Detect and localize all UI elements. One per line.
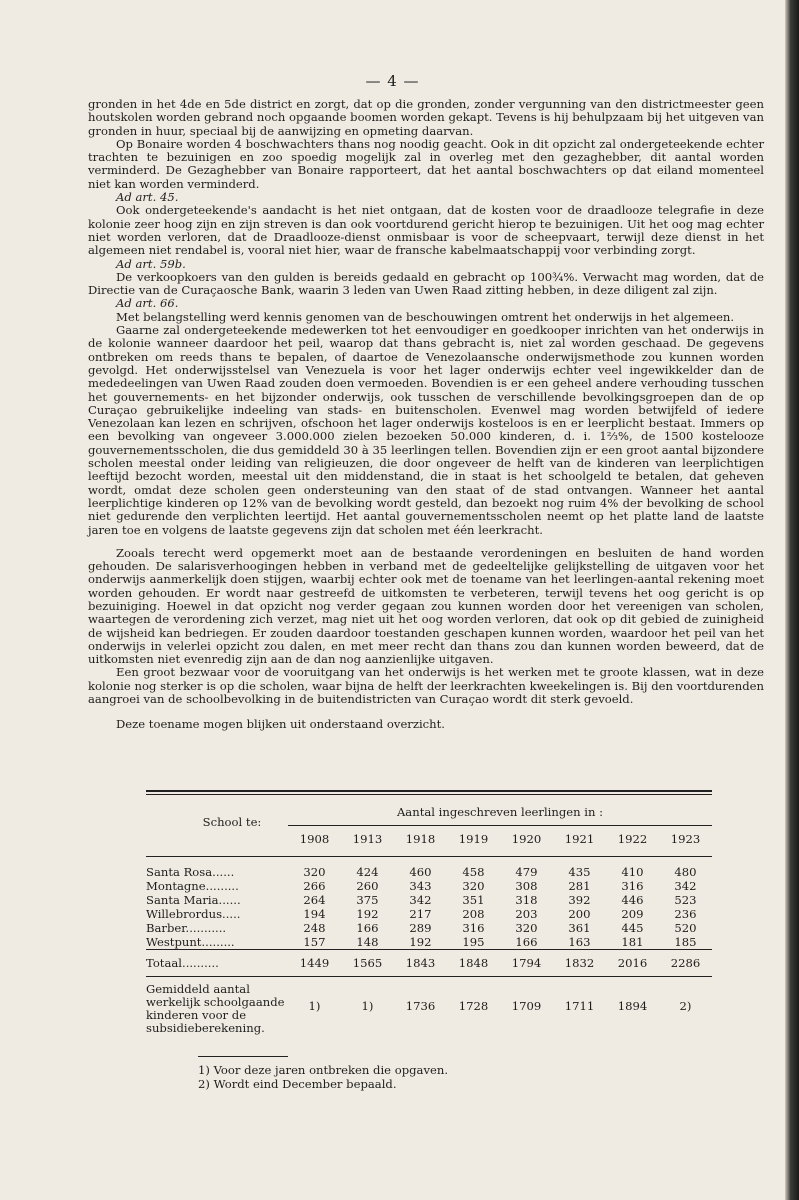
cell: 281 [568, 879, 591, 893]
art66-heading: Ad art. 66. [116, 296, 179, 311]
art45-body: Ook ondergeteekende's aandacht is het niet ontgaan, dat de kosten voor de draadlooze telegrafie in deze kolonie zeer hoog zijn en zijn streven is dan ook voortdurend gericht hierop te bezuinigen. Uit het oog mag echter niet worden verloren, dat de Draadlooze-dienst onmisbaar is voor de scheepvaart, terwijl deze dienst in het algemeen niet rendabel is, vooral niet hier, waar de fransche kabelmaatschappij voor verbinding zorgt. [88, 203, 764, 258]
cell: 458 [462, 865, 485, 879]
cell: 264 [303, 893, 326, 907]
art66-paragraph-1: Met belangstelling werd kennis genomen van de beschouwingen omtrent het onderwijs in het algemeen. [116, 309, 735, 324]
art66-paragraph-5: Deze toename mogen blijken uit onderstaand overzicht. [116, 717, 445, 732]
cell: 2286 [670, 956, 701, 970]
cell: 2016 [617, 956, 648, 970]
year-header: 1908 [299, 832, 330, 846]
average-row [146, 977, 712, 1042]
cell: 166 [356, 921, 379, 935]
cell: 195 [462, 935, 485, 949]
cell: 1832 [564, 956, 595, 970]
cell: 320 [462, 879, 485, 893]
year-header: 1921 [564, 832, 595, 846]
cell: 342 [409, 893, 432, 907]
cell: 342 [674, 879, 697, 893]
total-row [146, 950, 712, 977]
cell: 1843 [405, 956, 436, 970]
page-number: — 4 — [365, 72, 420, 90]
footnote-rule [198, 1056, 288, 1057]
enrollment-table [146, 790, 712, 1041]
art66-paragraph-2: Gaarne zal ondergeteekende medewerken tot het eenvoudiger en goedkooper inrichten van het onderwijs in de kolonie wanneer daardoor het peil, waarop dat thans gebracht is, niet zal worden geschaad. De gegevens ontbreken om reeds thans te bepalen, of daartoe de Venezolaansche onderwijsmethode zou kunnen worden gevolgd. Het onderwijsstelsel van Venezuela is voor het lager onderwijs echter veel ingewikkelder dan de mededeelingen van Uwen Raad zouden doen vermoeden. Bovendien is er een geheel andere verhouding tusschen het gouvernements- en het bijzonder onderwijs, ook tusschen de verschillende bevolkingsgroepen dan de op Curaçao gebruikelijke indeeling van stads- en buitenscholen. Evenwel mag worden betwijfeld of iedere Venezolaan kan lezen en schrijven, ofschoon het lager onderwijs kosteloos is en er leerplicht bestaat. Immers op een bevolking van ongeveer 3.000.000 zielen bezoeken 50.000 kinderen, d. i. 1⅔%, de 1500 kostelooze gouvernementsscholen, die dus gemiddeld 30 à 35 leerlingen tellen. Bovendien zijn er een groot aantal bijzondere scholen meestal onder leiding van religieuzen, die door ongeveer de helft van de kinderen van leerplichtigen leeftijd bezocht worden, meestal uit den middenstand, die in staat is het schoolgeld te betalen, dat geheven wordt, omdat deze scholen geen ondersteuning van den staat of de stad ontvangen. Wanneer het aantal leerplichtige kinderen op 12% van de bevolking wordt gesteld, dan bezoekt nog ruim 4% der bevolking de school niet gedurende den verplichten leertijd. Het aantal gouvernementsscholen neemt op het platte land de laatste jaren toe en volgens de laatste gegevens zijn dat scholen met één leerkracht. [88, 323, 764, 537]
cell: 445 [621, 921, 644, 935]
cell: 1848 [458, 956, 489, 970]
cell: 1565 [352, 956, 383, 970]
school-name: Westpunt......... [146, 935, 235, 949]
year-header: 1913 [352, 832, 383, 846]
table-row [146, 907, 712, 921]
cell: 523 [674, 893, 697, 907]
table-row [146, 879, 712, 893]
cell: 308 [515, 879, 538, 893]
cell: 194 [303, 907, 326, 921]
footnote-1: 1) Voor deze jaren ontbreken die opgaven. [198, 1063, 449, 1077]
cell: 520 [674, 921, 697, 935]
intro-paragraph-1: gronden in het 4de en 5de district en zorgt, dat op die gronden, zonder vergunning van den districtmeester geen houtskolen worden gebrand noch opgaande boomen worden gekapt. Tevens is hij behulpzaam bij het uitgeven van gronden in huur, speciaal bij de aanwijzing en opmeting daarvan. [88, 97, 764, 138]
school-name: Montagne......... [146, 879, 239, 893]
cell: 166 [515, 935, 538, 949]
cell: 316 [462, 921, 485, 935]
cell: 1) [361, 999, 374, 1013]
cell: 316 [621, 879, 644, 893]
cell: 163 [568, 935, 591, 949]
year-header: 1919 [458, 832, 489, 846]
average-label: Gemiddeld aantal werkelijk schoolgaande kinderen voor de subsidieberekening. [146, 982, 285, 1035]
table-row [146, 935, 712, 950]
year-header: 1922 [617, 832, 648, 846]
cell: 1894 [617, 999, 648, 1013]
table-row [146, 865, 712, 879]
art59b-body: De verkoopkoers van den gulden is bereids gedaald en gebracht op 100¾%. Verwacht mag worden, dat de Directie van de Curaçaosche Bank, waarin 3 leden van Uwen Raad zitting hebben, in deze diligent zal zijn. [88, 269, 764, 298]
cell: 185 [674, 935, 697, 949]
cell: 343 [409, 879, 432, 893]
year-header: 1923 [670, 832, 701, 846]
cell: 1) [308, 999, 321, 1013]
art66-paragraph-4: Een groot bezwaar voor de vooruitgang van het onderwijs is het werken met te groote klassen, wat in deze kolonie nog sterker is op die scholen, waar bijna de helft der leerkrachten kweekelingen is. Bij den voortdurenden aangroei van de schoolbevolking in de buitendistricten van Curaçao wordt dit sterk gevoeld. [88, 665, 764, 707]
school-name: Barber........... [146, 921, 227, 935]
cell: 1709 [511, 999, 542, 1013]
cell: 479 [515, 865, 538, 879]
art45-heading: Ad art. 45. [116, 190, 179, 205]
cell: 192 [409, 935, 432, 949]
footnote-2: 2) Wordt eind December bepaald. [198, 1077, 397, 1091]
cell: 289 [409, 921, 432, 935]
school-name: Willebrordus..... [146, 907, 241, 921]
cell: 260 [356, 879, 379, 893]
cell: 208 [462, 907, 485, 921]
cell: 236 [674, 907, 697, 921]
cell: 446 [621, 893, 644, 907]
cell: 1794 [511, 956, 542, 970]
cell: 200 [568, 907, 591, 921]
cell: 410 [621, 865, 644, 879]
art66-paragraph-3: Zooals terecht werd opgemerkt moet aan de bestaande verordeningen en besluiten de hand worden gehouden. De salarisverhoogingen hebben in verband met de gedeeltelijke gelijkstelling de uitgaven voor het onderwijs aanmerkelijk doen stijgen, waarbij echter ook met de toename van het leerlingen-aantal rekening moet worden gehouden. Er wordt naar gestreefd de uitkomsten te verbeteren, terwijl tevens het oog gericht is op bezuiniging. Hoewel in dat opzicht nog verder gegaan zou kunnen worden door het vereenigen van scholen, waartegen de verordening zich verzet, mag niet uit het oog worden verloren, dat ook op dit gebied de zuinigheid de wijsheid kan bedriegen. Er zouden daardoor toestanden geschapen kunnen worden, waardoor het peil van het onderwijs in velerlei opzicht zou dalen, en met meer recht dan thans zou dan kunnen worden beweerd, dat de uitkomsten niet evenredig zijn aan de dan nog aanzienlijke uitgaven. [88, 545, 764, 667]
cell: 435 [568, 865, 591, 879]
cell: 424 [356, 865, 379, 879]
table-top-rule [146, 790, 712, 792]
cell: 1711 [564, 999, 595, 1013]
cell: 157 [303, 935, 326, 949]
cell: 266 [303, 879, 326, 893]
cell: 320 [303, 865, 326, 879]
school-name: Santa Maria...... [146, 893, 241, 907]
cell: 480 [674, 865, 697, 879]
cell: 248 [303, 921, 326, 935]
cell: 181 [621, 935, 644, 949]
cell: 192 [356, 907, 379, 921]
cell: 2) [679, 999, 692, 1013]
cell: 203 [515, 907, 538, 921]
cell: 1728 [458, 999, 489, 1013]
table-row [146, 893, 712, 907]
art59b-heading: Ad art. 59b. [116, 256, 186, 271]
cell: 351 [462, 893, 485, 907]
page-edge-shadow [785, 0, 799, 1200]
school-name: Santa Rosa...... [146, 865, 235, 879]
cell: 392 [568, 893, 591, 907]
cell: 1736 [405, 999, 436, 1013]
cell: 217 [409, 907, 432, 921]
cell: 361 [568, 921, 591, 935]
year-header: 1918 [405, 832, 436, 846]
cell: 318 [515, 893, 538, 907]
cell: 148 [356, 935, 379, 949]
cell: 209 [621, 907, 644, 921]
total-label: Totaal.......... [146, 956, 219, 970]
cell: 375 [356, 893, 379, 907]
body-text [88, 98, 764, 732]
cell: 1449 [299, 956, 330, 970]
footnotes [198, 1056, 448, 1091]
cell: 320 [515, 921, 538, 935]
cell: 460 [409, 865, 432, 879]
intro-paragraph-2: Op Bonaire worden 4 boschwachters thans nog noodig geacht. Ook in dit opzicht zal ondergeteekende echter trachten te bezuinigen en zoo spoedig mogelijk zal in overleg met den gezaghebber, dit aantal worden verminderd. De Gezaghebber van Bonaire rapporteert, dat het aantal boschwachters op dat eiland momenteel niet kan worden verminderd. [88, 136, 764, 191]
table-col-header-school: School te: [202, 815, 262, 829]
year-header: 1920 [511, 832, 542, 846]
table-row [146, 921, 712, 935]
table-col-header-top: Aantal ingeschreven leerlingen in : [288, 795, 712, 826]
